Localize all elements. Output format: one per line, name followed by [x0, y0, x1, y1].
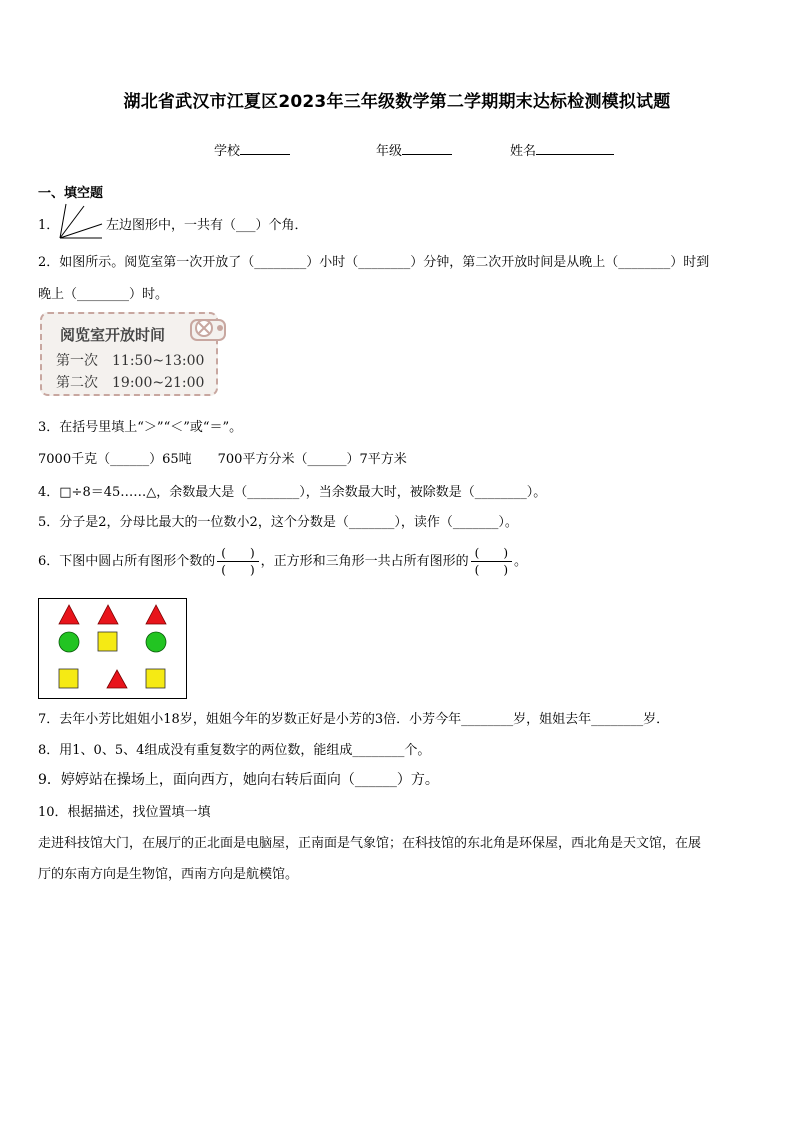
q6-part2: ，正方形和三角形一共占所有图形的 — [260, 554, 469, 569]
q6-part1: 6．下图中圆占所有图形个数的 — [38, 554, 216, 569]
sign-title: 阅览室开放时间 — [60, 326, 166, 344]
q1-number: 1． — [38, 218, 60, 233]
q2-line2: 晚上（________）时。 — [38, 287, 169, 302]
q3-line2: 7000千克（______）65吨 700平方分米（______）7平方米 — [38, 452, 407, 467]
grade-field — [376, 140, 452, 159]
fraction-blank-2[interactable] — [471, 545, 512, 578]
projector-icon — [188, 312, 232, 346]
q7-text: 7．去年小芳比姐姐小18岁，姐姐今年的岁数正好是小芳的3倍．小芳今年________岁，姐姐去年________岁． — [38, 712, 670, 727]
fraction-1-numerator: ( ) — [217, 545, 258, 562]
shapes-svg — [39, 599, 186, 698]
q8-text: 8．用1、0、5、4组成没有重复数字的两位数，能组成________个。 — [38, 743, 431, 758]
q2-line1: 2．如图所示。阅览室第一次开放了（________）小时（________）分钟，第二次开放时间是从晚上（________）时到 — [38, 255, 710, 270]
name-field — [510, 140, 614, 159]
sign-row-second: 第二次 19:00~21:00 — [56, 375, 205, 391]
grade-label: 年级 — [376, 144, 403, 159]
grade-blank[interactable] — [402, 142, 452, 155]
sign-row-first: 第一次 11:50~13:00 — [56, 353, 205, 369]
q10-line2: 厅的东南方向是生物馆，西南方向是航模馆。 — [38, 867, 299, 882]
section-fill-blank: 一、填空题 — [38, 186, 104, 201]
angle-figure — [58, 202, 104, 240]
triangle-shape — [59, 605, 79, 624]
q10-line1: 走进科技馆大门，在展厅的正北面是电脑屋，正南面是气象馆；在科技馆的东北角是环保屋，西北角是天文馆，在展 — [38, 836, 702, 851]
q6-text — [38, 545, 527, 578]
triangle-shape — [146, 605, 166, 624]
circle-shape — [146, 632, 166, 652]
square-shape — [59, 669, 78, 688]
fraction-blank-1[interactable] — [217, 545, 258, 578]
page-title: 湖北省武汉市江夏区2023年三年级数学第二学期期末达标检测模拟试题 — [123, 92, 671, 112]
school-label: 学校 — [214, 144, 241, 159]
q4-text: 4．□÷8＝45……△，余数最大是（________），当余数最大时，被除数是（________）。 — [38, 485, 547, 500]
fraction-2-denominator: ( ) — [474, 563, 509, 577]
name-label: 姓名 — [510, 144, 537, 159]
fraction-1-denominator: ( ) — [221, 563, 255, 577]
q9-text: 9．婷婷站在操场上，面向西方，她向右转后面向（______）方。 — [38, 772, 439, 788]
school-blank[interactable] — [240, 142, 290, 155]
shapes-figure — [38, 598, 187, 699]
school-field — [214, 140, 290, 159]
square-shape — [98, 632, 117, 651]
q3-line1: 3．在括号里填上“＞”“＜”或“＝”。 — [38, 420, 243, 435]
q6-part3: 。 — [514, 554, 528, 569]
circle-shape — [59, 632, 79, 652]
name-blank[interactable] — [536, 142, 614, 155]
q1-text: 左边图形中，一共有（___）个角． — [106, 218, 308, 233]
triangle-shape — [98, 605, 118, 624]
square-shape — [146, 669, 165, 688]
fraction-2-numerator: ( ) — [471, 545, 512, 562]
triangle-shape — [107, 670, 127, 688]
q10-title: 10．根据描述，找位置填一填 — [38, 805, 211, 820]
q5-text: 5．分子是2，分母比最大的一位数小2，这个分数是（_______），读作（_______）。 — [38, 515, 518, 530]
